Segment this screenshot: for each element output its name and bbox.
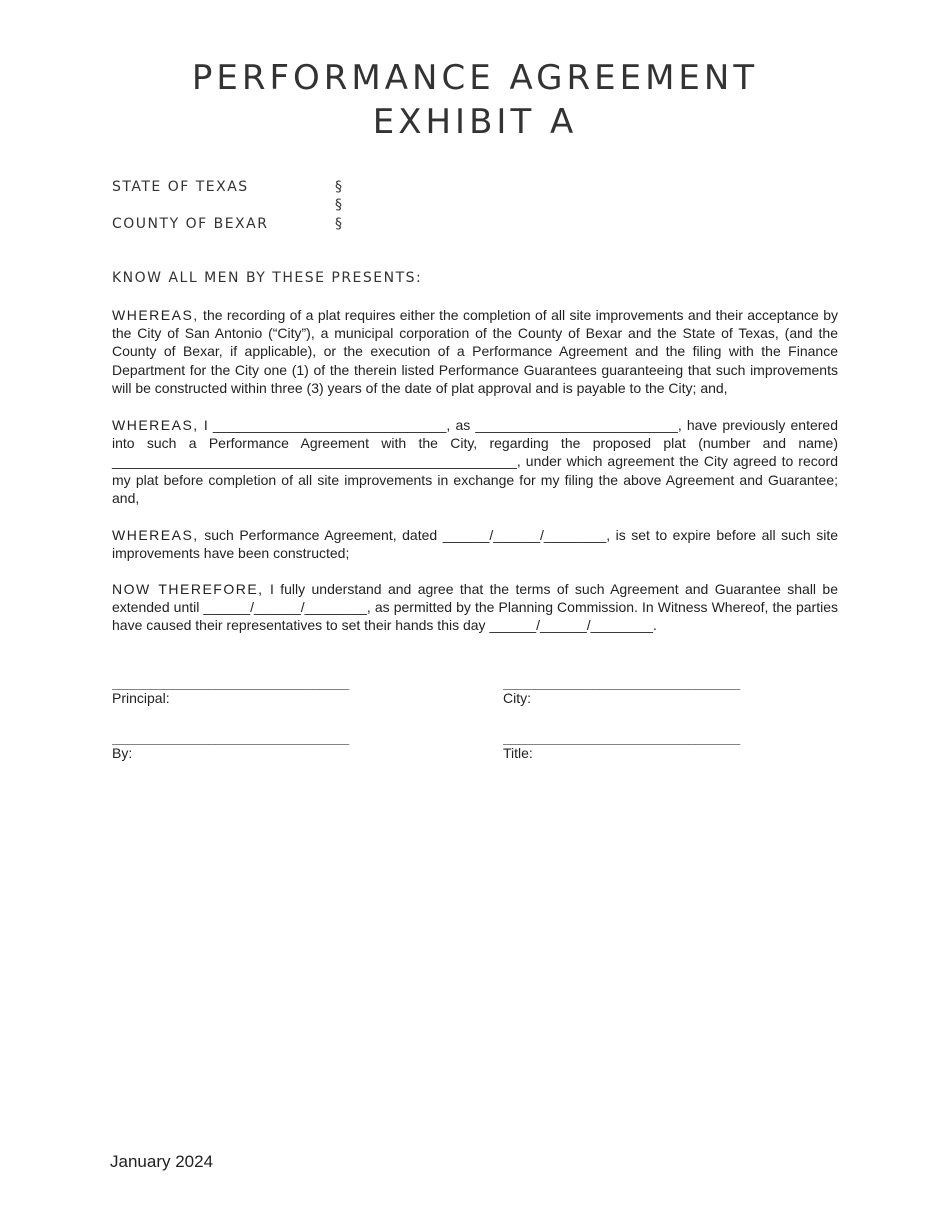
document-subtitle: EXHIBIT A [372,102,578,142]
city-signature-line[interactable]: ________________________________ [503,677,740,692]
city-label: City: [503,690,531,706]
recital-paragraph-3 [112,526,838,562]
operative-paragraph [112,580,838,635]
by-label: By: [112,745,133,761]
paragraph-body: the recording of a plat requires either the completion of all site improvements and their acceptance by the City of San Antonio (“City”), a municipal corporation of the County of Bexar and the State of Texas, (and the County of Bexar, if applicable), or the execution of a Performance Agreement and the filing with the Finance Department for the City one (1) of the therein listed Performance Guarantees guaranteeing that such improvements will be constructed within three (3) years of the date of plat approval and is payable to the City; and, [112,307,838,396]
section-symbol: § [335,179,342,195]
section-symbol: § [335,216,342,232]
paragraph-lead: WHEREAS, [112,307,199,323]
paragraph-lead: WHEREAS, [112,527,199,543]
section-symbol: § [335,197,342,213]
by-signature-line[interactable]: ________________________________ [112,732,349,747]
intro-heading: KNOW ALL MEN BY THESE PRESENTS: [112,270,423,286]
title-label: Title: [503,745,533,761]
county-label: COUNTY OF BEXAR [112,216,269,232]
recital-paragraph-1 [112,306,838,397]
footer-date: January 2024 [110,1152,214,1171]
principal-signature-line[interactable]: ________________________________ [112,677,349,692]
recital-paragraph-2 [112,416,838,507]
paragraph-body: I fully understand and agree that the terms of such Agreement and Guarantee shall be extended until ______/______/________, as permitted by the Planning Commission. In Witness Whereof, the parties have caused their representatives to set their hands this day ______/______/________. [112,581,838,634]
state-label: STATE OF TEXAS [112,179,249,195]
paragraph-lead: NOW THEREFORE, [112,581,264,597]
paragraph-body: such Performance Agreement, dated ______/______/________, is set to expire before all such site improvements have been constructed; [112,527,838,562]
title-signature-line[interactable]: ________________________________ [503,732,740,747]
document-title: PERFORMANCE AGREEMENT [191,58,759,98]
principal-label: Principal: [112,690,170,706]
paragraph-body: I ______________________________, as __________________________, have previously entered into such a Performance Agreement with the City, regarding the proposed plat (number and name) ____________________________________________________, under which agreement the City agreed to record my plat before completion of all site improvements in exchange for my filing the above Agreement and Guarantee; and, [112,417,838,506]
paragraph-lead: WHEREAS, [112,417,199,433]
